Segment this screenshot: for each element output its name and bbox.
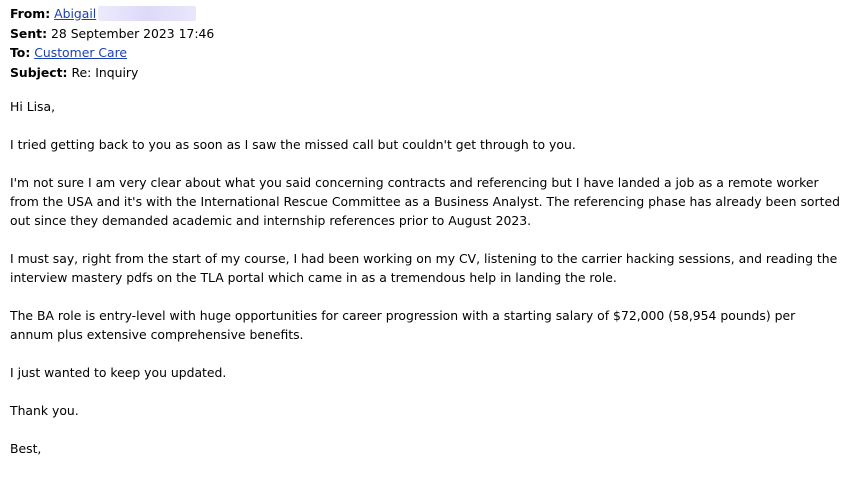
subject-row	[10, 63, 214, 83]
paragraph-missed-call: I tried getting back to you as soon as I saw the missed call but couldn't get through to you.	[10, 137, 576, 152]
paragraph-salary: The BA role is entry-level with huge opportunities for career progression with a starting salary of $72,000 (58,954 pounds) per annum plus extensive comprehensive benefits.	[10, 308, 796, 342]
subject-label: Subject:	[10, 64, 68, 80]
recipient-link[interactable]: Customer Care	[34, 45, 128, 60]
to-row	[10, 43, 214, 63]
paragraph-update: I just wanted to keep you updated.	[10, 365, 227, 380]
paragraph-new-job: I'm not sure I am very clear about what you said concerning contracts and referencing but I have landed a job as a remote worker from the USA and it's with the International Rescue Committee as a Business Analyst. The referencing phase has already been sorted out since they demanded academic and internship references prior to August 2023.	[10, 175, 840, 228]
subject-text: Re: Inquiry	[71, 64, 139, 80]
sender-name-link[interactable]: Abigail	[54, 6, 97, 21]
greeting: Hi Lisa,	[10, 99, 56, 114]
from-row	[10, 4, 214, 24]
closing: Thank you.	[10, 403, 79, 418]
email-body	[10, 97, 840, 477]
redacted-email-address	[98, 6, 196, 21]
email-header	[10, 4, 214, 82]
to-label: To:	[10, 45, 31, 60]
sent-label: Sent:	[10, 25, 48, 41]
signoff: Best,	[10, 441, 42, 456]
sent-row	[10, 24, 214, 44]
paragraph-course-help: I must say, right from the start of my course, I had been working on my CV, listening to the carrier hacking sessions, and reading the interview mastery pdfs on the TLA portal which came in as a tremendous help in landing the role.	[10, 251, 838, 285]
from-label: From:	[10, 6, 51, 21]
sent-date: 28 September 2023 17:46	[50, 25, 215, 41]
